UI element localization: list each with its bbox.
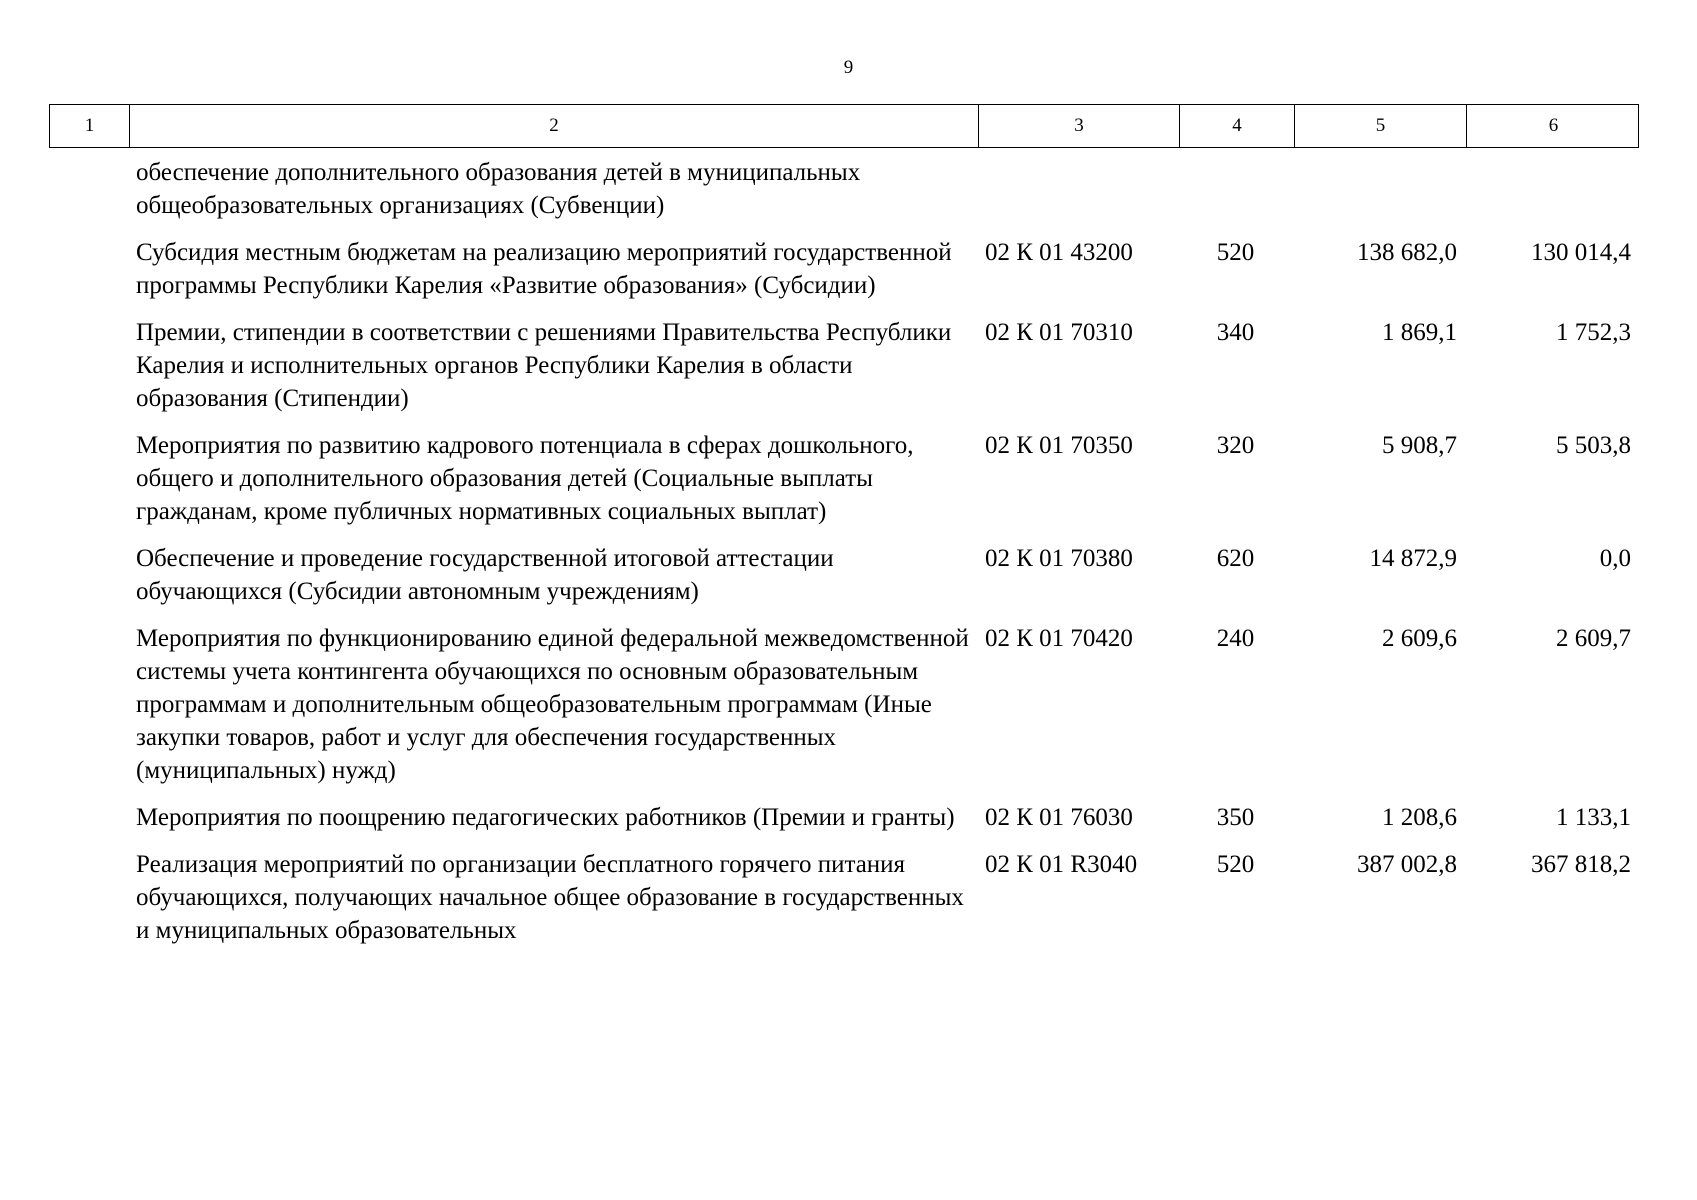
row-value-5-cell: 387 002,8 [1357,851,1457,878]
row-code-cell: 02 К 01 70420 [985,625,1133,652]
table-row [49,848,1639,947]
row-code-cell: 02 К 01 43200 [985,239,1133,266]
budget-table [49,104,1639,947]
row-type-cell: 620 [1216,545,1255,572]
column-header-3: 3 [978,105,1179,147]
row-name-cell: Реализация мероприятий по организации бесплатного горячего питания обучающихся, получающих начальное общее образование в государственных и муниципальных образовательных [136,851,964,944]
row-value-6-cell: 1 752,3 [1556,319,1631,346]
row-type-cell: 340 [1216,319,1255,346]
column-header-4: 4 [1179,105,1294,147]
row-value-5-cell: 138 682,0 [1357,239,1457,266]
row-value-5-cell: 1 869,1 [1382,319,1457,346]
row-value-6-cell: 130 014,4 [1531,239,1631,266]
row-index-cell [49,622,128,787]
table-row [49,542,1639,608]
table-row [49,801,1639,834]
table-row [49,316,1639,415]
row-value-5-cell [1293,156,1465,222]
row-index-cell [49,156,128,222]
row-value-5-cell: 5 908,7 [1382,432,1457,459]
row-code-cell: 02 К 01 70380 [985,545,1133,572]
row-name-cell: обеспечение дополнительного образования детей в муниципальных общеобразовательных организациях (Субвенции) [136,159,861,219]
row-type-cell: 520 [1216,851,1255,878]
table-row [49,236,1639,302]
column-header-1: 1 [84,115,95,136]
row-code-cell [977,156,1178,222]
row-name-cell: Обеспечение и проведение государственной итоговой аттестации обучающихся (Субсидии автономным учреждениям) [136,545,834,605]
row-name-cell: Субсидия местным бюджетам на реализацию мероприятий государственной программы Республики Карелия «Развитие образования» (Субсидии) [136,239,952,299]
column-header-5: 5 [1294,105,1466,147]
row-value-5-cell: 2 609,6 [1382,625,1457,652]
row-index-cell [49,316,128,415]
row-value-6-cell: 0,0 [1599,545,1631,572]
row-value-6-cell: 367 818,2 [1531,851,1631,878]
row-type-cell: 350 [1216,804,1255,831]
row-value-5-cell: 14 872,9 [1369,545,1457,572]
row-index-cell [49,542,128,608]
row-index-cell [49,236,128,302]
row-value-6-cell: 5 503,8 [1556,432,1631,459]
row-code-cell: 02 К 01 76030 [985,804,1133,831]
row-name-cell: Мероприятия по развитию кадрового потенциала в сферах дошкольного, общего и дополнительного образования детей (Социальные выплаты гражданам, кроме публичных нормативных социальных выплат) [136,432,914,525]
row-type-cell: 520 [1216,239,1255,266]
row-name-cell: Премии, стипендии в соответствии с решениями Правительства Республики Карелия и исполнительных органов Республики Карелия в области образования (Стипендии) [136,319,952,412]
row-type-cell: 320 [1216,432,1255,459]
table-row [49,429,1639,528]
row-code-cell: 02 К 01 R3040 [985,851,1138,878]
row-value-6-cell: 1 133,1 [1556,804,1631,831]
table-row [49,156,1639,222]
row-name-cell: Мероприятия по функционированию единой федеральной межведомственной системы учета контингента обучающихся по основным образовательным программам и дополнительным общеобразовательным программам (Иные закупки товаров, работ и услуг для обеспечения государственных (муниципальных) нужд) [136,625,969,784]
row-index-cell [49,848,128,947]
row-index-cell [49,429,128,528]
table-header-row [49,104,1639,148]
row-type-cell [1178,156,1293,222]
page-number: 9 [843,57,854,78]
column-header-2: 2 [129,105,978,147]
column-header-6: 6 [1466,105,1640,147]
row-type-cell: 240 [1216,625,1255,652]
row-code-cell: 02 К 01 70350 [985,432,1133,459]
row-code-cell: 02 К 01 70310 [985,319,1133,346]
table-row [49,622,1639,787]
row-index-cell [49,801,128,834]
row-value-6-cell: 2 609,7 [1556,625,1631,652]
row-value-6-cell [1465,156,1639,222]
row-value-5-cell: 1 208,6 [1382,804,1457,831]
row-name-cell: Мероприятия по поощрению педагогических работников (Премии и гранты) [136,804,955,831]
